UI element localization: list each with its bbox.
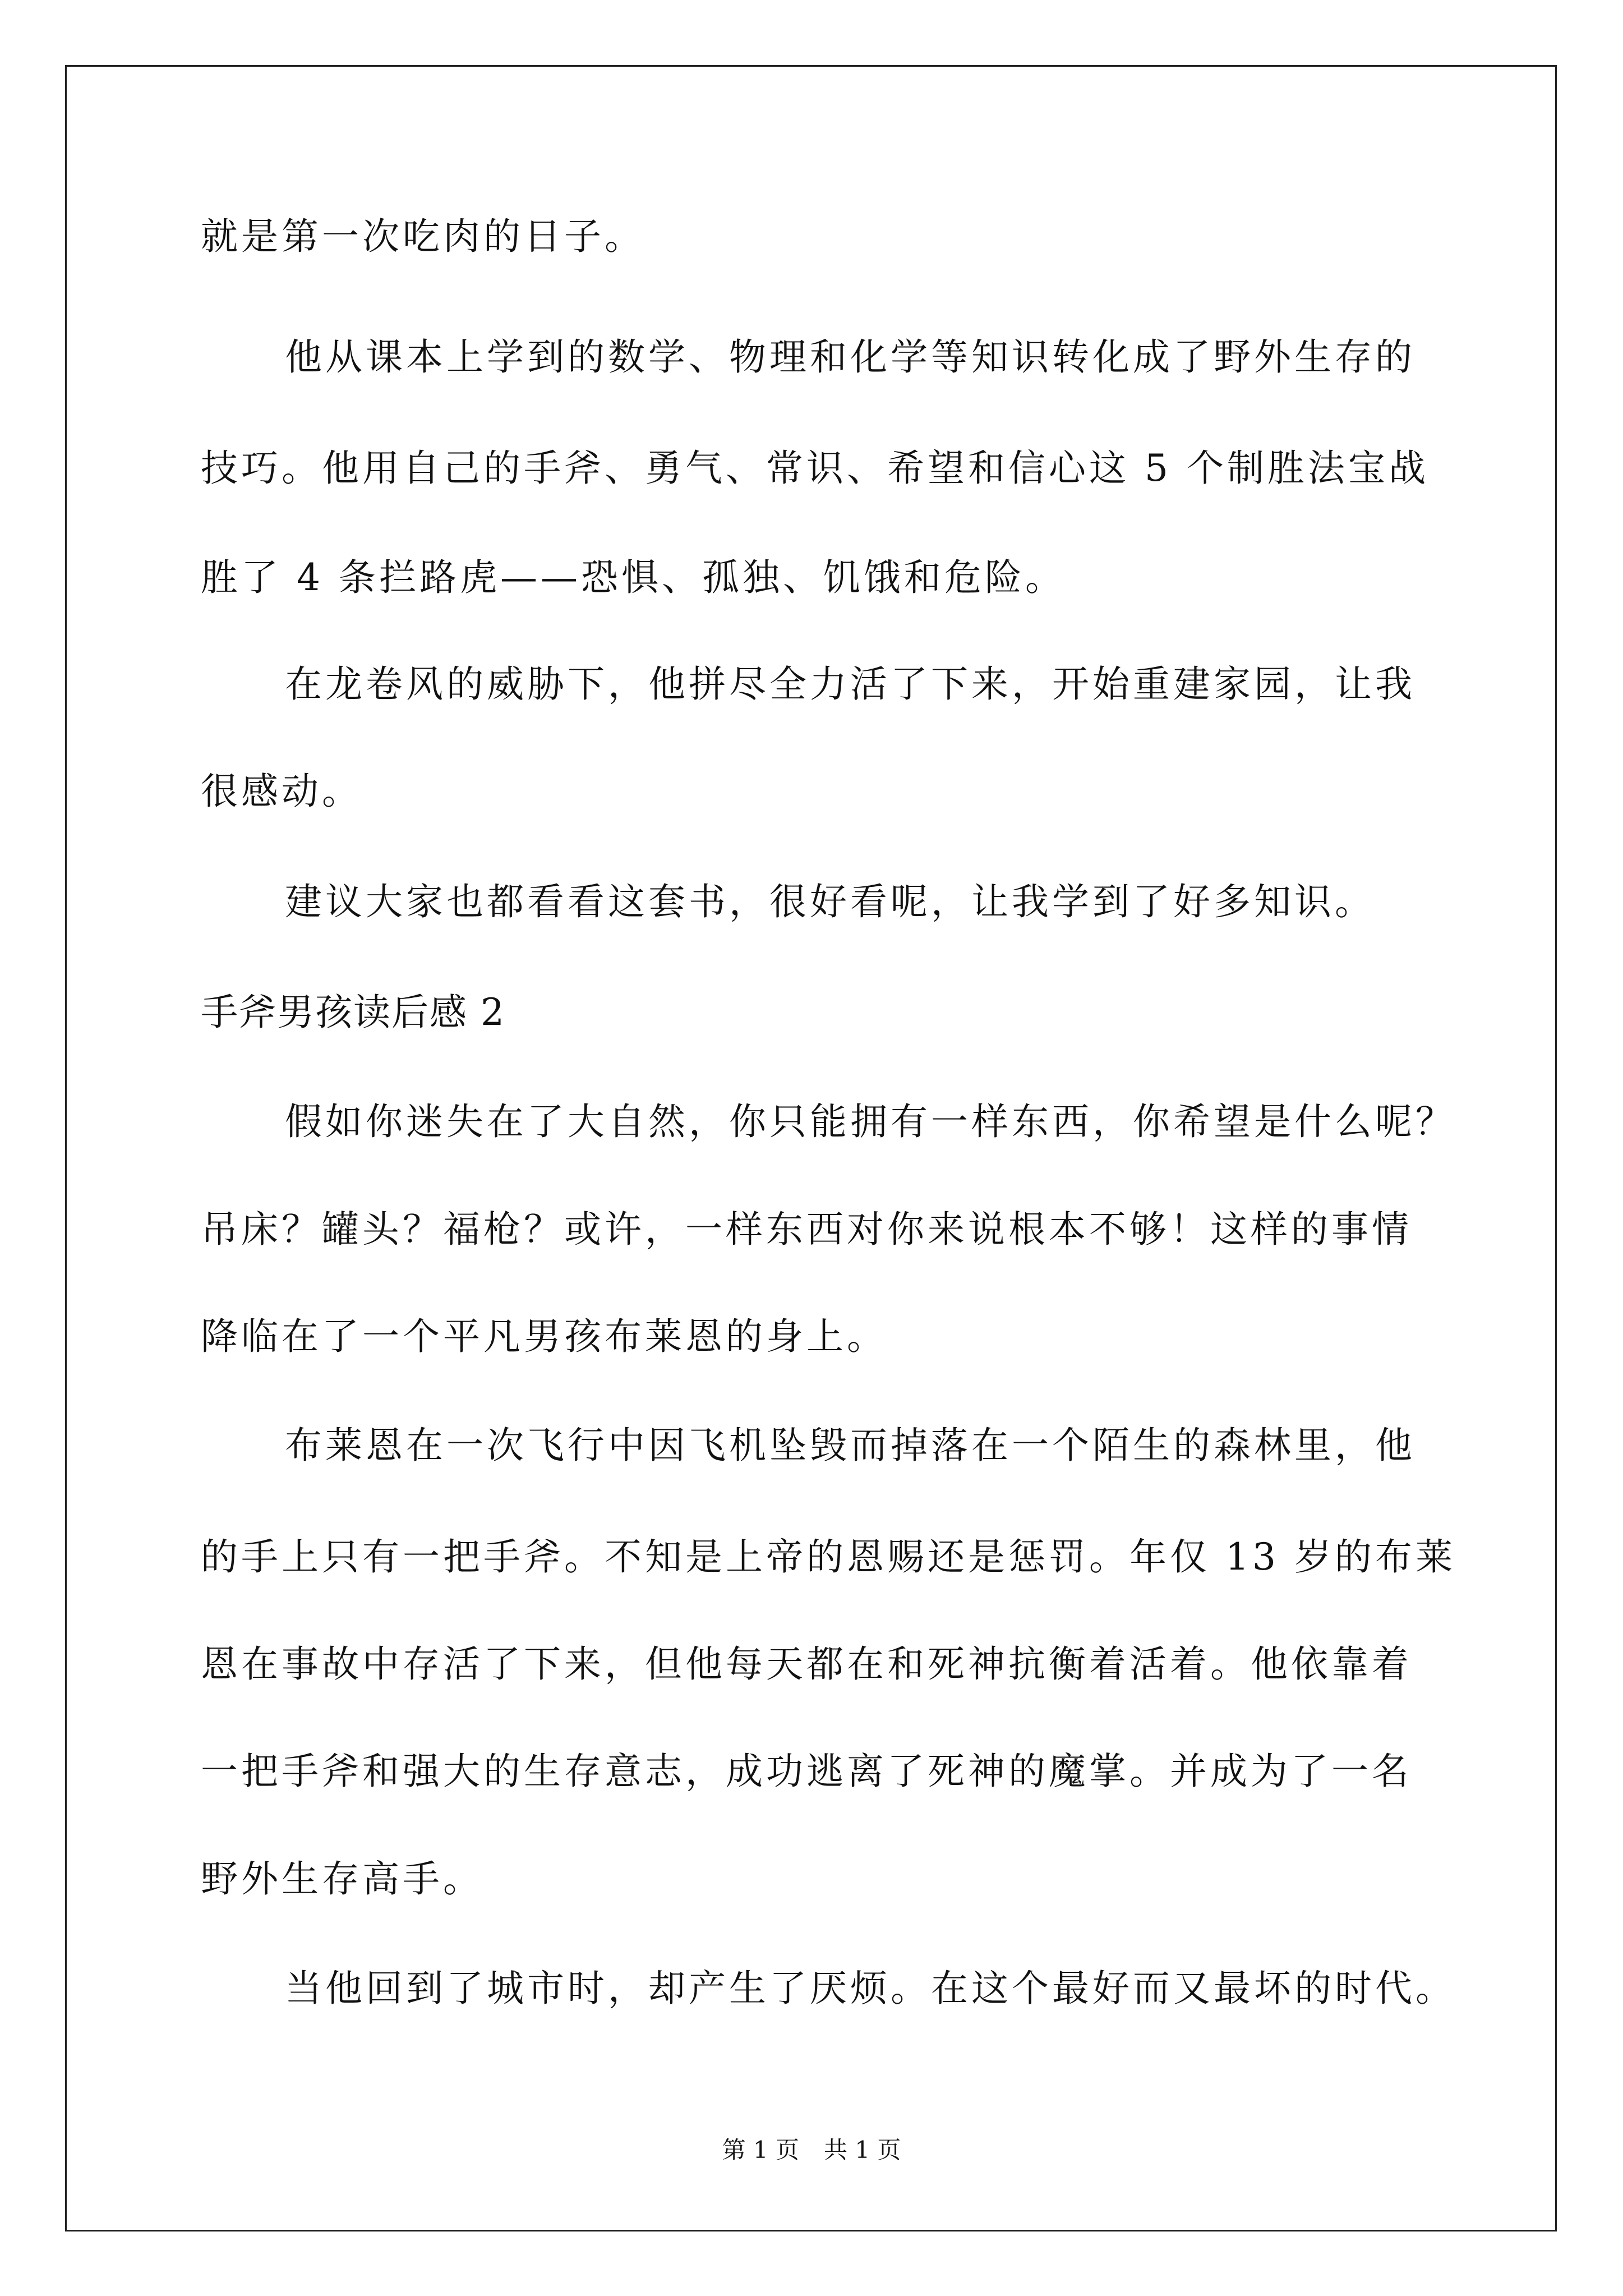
text-line: 技巧。他用自己的手斧、勇气、常识、希望和信心这 5 个制胜法宝战: [201, 447, 1429, 490]
page-footer: [0, 2133, 1623, 2167]
paragraph-line: 当他回到了城市时，却产生了厌烦。在这个最好而又最坏的时代。: [285, 1967, 1456, 2010]
paragraph-line: 他从课本上学到的数学、物理和化学等知识转化成了野外生存的: [285, 335, 1415, 379]
page-border: [65, 65, 1557, 2231]
text-line: 一把手斧和强大的生存意志，成功逃离了死神的魔掌。并成为了一名: [201, 1750, 1412, 1793]
page-number: 第 1 页: [722, 2136, 799, 2164]
text-line: 吊床？罐头？福枪？或许，一样东西对你来说根本不够！这样的事情: [201, 1208, 1412, 1251]
paragraph-line: 布莱恩在一次飞行中因飞机坠毁而掉落在一个陌生的森林里，他: [285, 1424, 1415, 1467]
text-line: 野外生存高手。: [201, 1857, 483, 1901]
paragraph-line: 在龙卷风的威胁下，他拼尽全力活了下来，开始重建家园，让我: [285, 662, 1415, 706]
text-line: 就是第一次吃肉的日子。: [201, 215, 645, 258]
text-line: 恩在事故中存活了下来，但他每天都在和死神抗衡着活着。他依靠着: [201, 1642, 1412, 1686]
text-line: 降临在了一个平凡男孩布莱恩的身上。: [201, 1315, 887, 1358]
text-line: 胜了 4 条拦路虎——恐惧、孤独、饥饿和危险。: [201, 556, 1066, 599]
paragraph-line: 假如你迷失在了大自然，你只能拥有一样东西，你希望是什么呢？: [285, 1100, 1456, 1143]
text-line: 的手上只有一把手斧。不知是上帝的恩赐还是惩罚。年仅 13 岁的布莱: [201, 1535, 1456, 1579]
paragraph-line: 建议大家也都看看这套书，很好看呢，让我学到了好多知识。: [285, 880, 1375, 923]
text-line: 很感动。: [201, 770, 362, 813]
section-heading: 手斧男孩读后感 2: [201, 991, 505, 1034]
page-total: 共 1 页: [824, 2136, 901, 2164]
